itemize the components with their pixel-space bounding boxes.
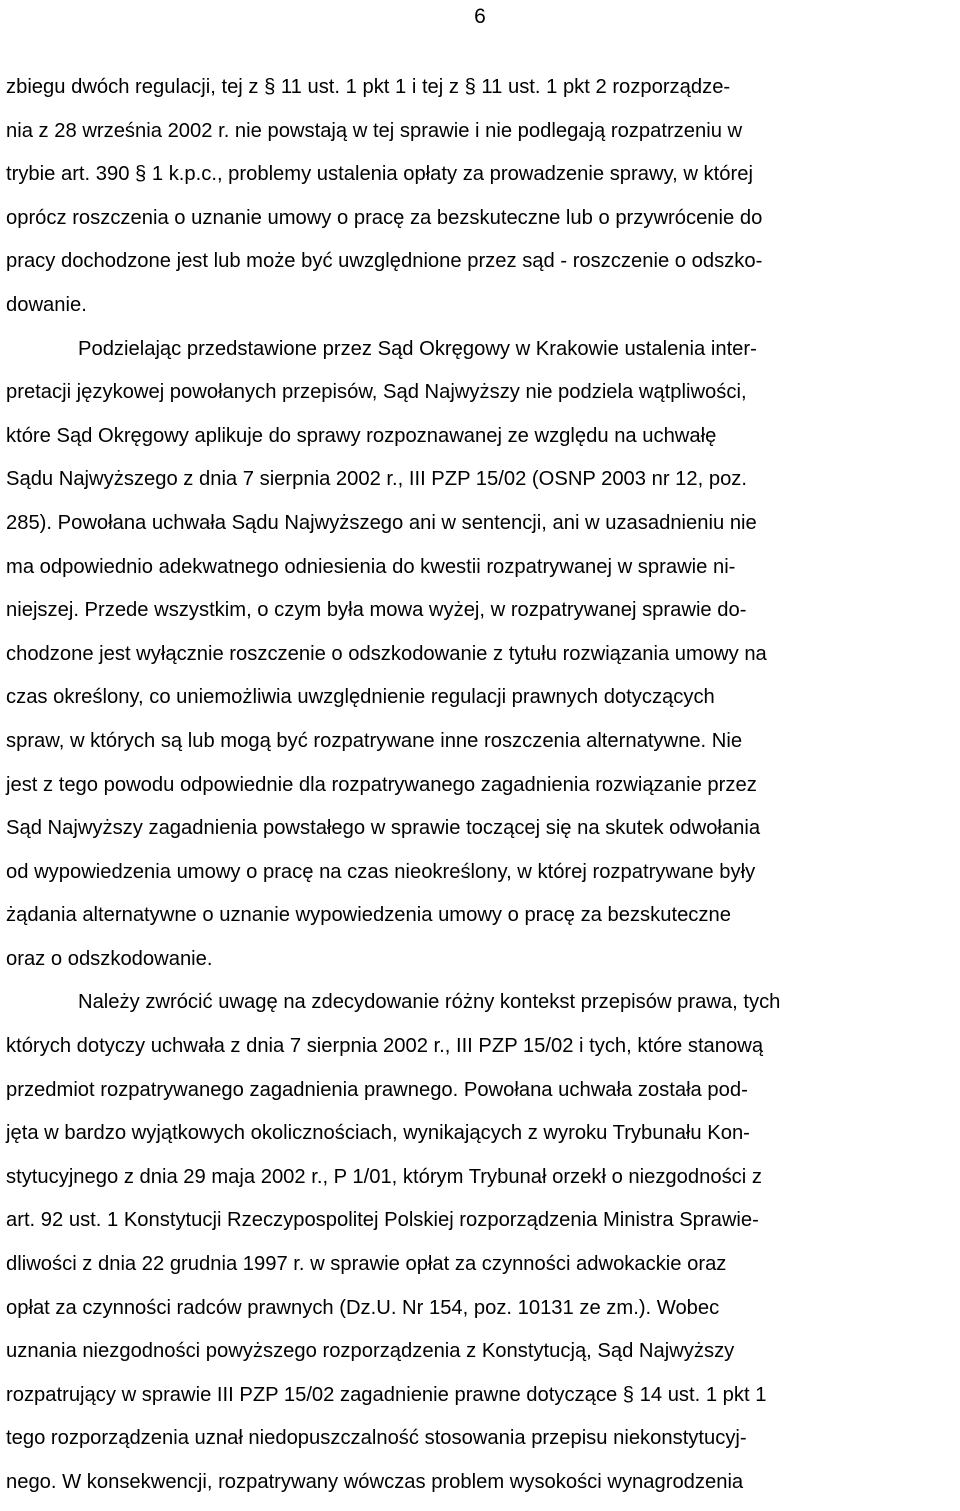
text-line: które Sąd Okręgowy aplikuje do sprawy rozpoznawanej ze względu na uchwałę [6,424,717,447]
text-line: dliwości z dnia 22 grudnia 1997 r. w sprawie opłat za czynności adwokackie oraz [6,1253,727,1276]
text-line: rozpatrujący w sprawie III PZP 15/02 zagadnienie prawne dotyczące § 14 ust. 1 pkt 1 [6,1383,767,1406]
text-line: których dotyczy uchwała z dnia 7 sierpnia 2002 r., III PZP 15/02 i tych, które stanową [6,1035,764,1058]
text-line: nego. W konsekwencji, rozpatrywany wówczas problem wysokości wynagrodzenia [6,1471,744,1493]
text-line: pracy dochodzone jest lub może być uwzględnione przez sąd - roszczenie o odszko- [6,250,763,273]
text-line: Sąd Najwyższy zagadnienia powstałego w sprawie toczącej się na skutek odwołania [6,817,761,840]
text-line: opłat za czynności radców prawnych (Dz.U. Nr 154, poz. 10131 ze zm.). Wobec [6,1296,720,1319]
text-line: dowanie. [6,293,87,316]
text-line: Podzielając przedstawione przez Sąd Okręgowy w Krakowie ustalenia inter- [78,337,757,360]
text-line: czas określony, co uniemożliwia uwzględnienie regulacji prawnych dotyczących [6,686,715,709]
text-line: trybie art. 390 § 1 k.p.c., problemy ustalenia opłaty za prowadzenie sprawy, w której [6,163,753,186]
document-body [6,66,956,1505]
text-line: od wypowiedzenia umowy o pracę na czas nieokreślony, w której rozpatrywane były [6,860,756,883]
text-line: chodzone jest wyłącznie roszczenie o odszkodowanie z tytułu rozwiązania umowy na [6,642,767,665]
text-line: zbiegu dwóch regulacji, tej z § 11 ust. 1 pkt 1 i tej z § 11 ust. 1 pkt 2 rozporządze- [6,76,731,98]
paragraph-p3 [6,981,956,1504]
text-line: Sądu Najwyższego z dnia 7 sierpnia 2002 r., III PZP 15/02 (OSNP 2003 nr 12, poz. [6,468,748,491]
text-line: spraw, w których są lub mogą być rozpatrywane inne roszczenia alternatywne. Nie [6,729,743,752]
text-line: art. 92 ust. 1 Konstytucji Rzeczypospolitej Polskiej rozporządzenia Ministra Sprawie- [6,1209,759,1232]
text-line: uznania niezgodności powyższego rozporządzenia z Konstytucją, Sąd Najwyższy [6,1340,735,1363]
text-line: tego rozporządzenia uznał niedopuszczalność stosowania przepisu niekonstytucyj- [6,1427,747,1450]
text-line: oprócz roszczenia o uznanie umowy o pracę za bezskuteczne lub o przywrócenie do [6,206,763,229]
text-line: Należy zwrócić uwagę na zdecydowanie różny kontekst przepisów prawa, tych [78,991,781,1014]
text-line: przedmiot rozpatrywanego zagadnienia prawnego. Powołana uchwała została pod- [6,1078,748,1101]
paragraph-p1 [6,66,956,328]
page-number: 6 [474,5,486,28]
text-line: jest z tego powodu odpowiednie dla rozpatrywanego zagadnienia rozwiązanie przez [6,773,757,796]
text-line: ma odpowiednio adekwatnego odniesienia do kwestii rozpatrywanej w sprawie ni- [6,555,736,578]
text-line: nia z 28 września 2002 r. nie powstają w tej sprawie i nie podlegają rozpatrzeniu w [6,119,743,142]
paragraph-p2 [6,328,956,982]
text-line: niejszej. Przede wszystkim, o czym była mowa wyżej, w rozpatrywanej sprawie do- [6,599,747,622]
text-line: oraz o odszkodowanie. [6,947,213,970]
text-line: stytucyjnego z dnia 29 maja 2002 r., P 1/01, którym Trybunał orzekł o niezgodności z [6,1165,762,1188]
text-line: żądania alternatywne o uznanie wypowiedzenia umowy o pracę za bezskuteczne [6,904,731,927]
text-line: pretacji językowej powołanych przepisów, Sąd Najwyższy nie podziela wątpliwości, [6,381,747,404]
text-line: 285). Powołana uchwała Sądu Najwyższego ani w sentencji, ani w uzasadnieniu nie [6,511,757,534]
text-line: jęta w bardzo wyjątkowych okolicznościach, wynikających z wyroku Trybunału Kon- [6,1122,750,1145]
